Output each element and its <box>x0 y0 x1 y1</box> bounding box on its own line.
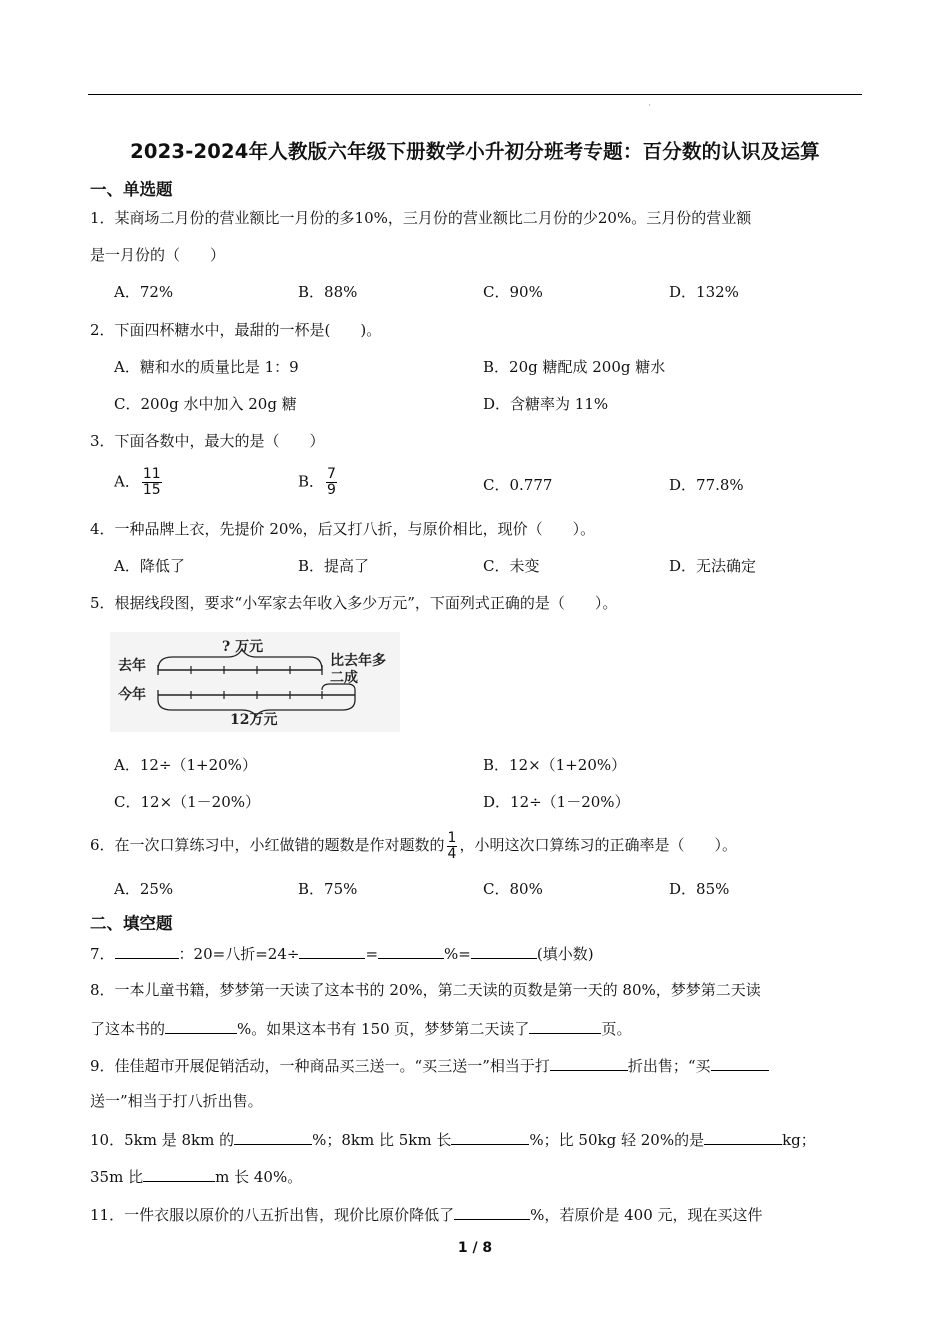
page-title: 2023-2024年人教版六年级下册数学小升初分班考专题：百分数的认识及运算 <box>130 140 820 163</box>
question-10-line-2 <box>90 1165 302 1187</box>
q3-option-b-label: B． <box>298 472 325 491</box>
q4-option-d: D．无法确定 <box>669 557 757 575</box>
q8-text-3: 页。 <box>601 1020 632 1038</box>
q7-number: 7． <box>90 945 115 963</box>
header-rule <box>88 94 862 95</box>
q10-text-6: m 长 40%。 <box>215 1168 303 1186</box>
q3-option-a <box>114 467 164 498</box>
answer-blank[interactable] <box>454 1203 530 1220</box>
question-6-line-1 <box>90 828 737 862</box>
question-4-line-1: 4．一种品牌上衣，先提价 20%，后又打八折，与原价相比，现价（ ）。 <box>90 520 596 538</box>
answer-blank[interactable] <box>711 1054 769 1071</box>
diagram-label-this-year: 今年 <box>118 687 146 703</box>
q11-text-1: 11．一件衣服以原价的八五折出售，现价比原价降低了 <box>90 1206 455 1224</box>
question-7 <box>90 942 594 964</box>
answer-blank[interactable] <box>299 942 365 959</box>
q1-option-b: B．88% <box>298 283 358 301</box>
q10-text-2: %；8km 比 5km 长 <box>312 1131 452 1149</box>
question-1-line-2: 是一月份的（ ） <box>90 246 226 264</box>
section-heading-text: 二、填空题 <box>90 914 173 933</box>
fraction-denominator: 9 <box>327 482 336 498</box>
answer-blank[interactable] <box>550 1054 628 1071</box>
question-10-line-1 <box>90 1128 816 1150</box>
q6-text-before: 6．在一次口算练习中，小红做错的题数是作对题数的 <box>90 836 445 854</box>
question-5-line-1: 5．根据线段图，要求“小军家去年收入多少万元”，下面列式正确的是（ ）。 <box>90 594 618 612</box>
fraction-denominator: 4 <box>447 845 457 862</box>
diagram-label-last-year: 去年 <box>118 658 146 674</box>
q6-option-a: A．25% <box>114 880 174 898</box>
q11-text-2: %，若原价是 400 元，现在买这件 <box>530 1206 763 1224</box>
q3-option-d: D．77.8% <box>669 476 744 494</box>
q3-option-a-fraction <box>142 467 162 498</box>
q10-text-1: 10．5km 是 8km 的 <box>90 1131 235 1149</box>
q5-option-b: B．12×（1+20%） <box>483 756 627 774</box>
fraction-denominator: 15 <box>142 482 161 498</box>
q6-text-after: ，小明这次口算练习的正确率是（ ）。 <box>459 836 737 854</box>
fraction-numerator: 1 <box>447 829 457 846</box>
section-heading-single-choice: 一、单选题 <box>90 180 173 199</box>
q10-text-5: 35m 比 <box>90 1168 144 1186</box>
q2-option-b: B．20g 糖配成 200g 糖水 <box>483 358 666 376</box>
question-1-line-1: 1．某商场二月份的营业额比一月份的多10%，三月份的营业额比二月份的少20%。三月份的营业额 <box>90 209 752 227</box>
q9-text-1: 9．佳佳超市开展促销活动，一种商品买三送一。“买三送一”相当于打 <box>90 1057 550 1075</box>
diagram-label-top: ? 万元 <box>222 639 264 655</box>
q6-option-b: B．75% <box>298 880 358 898</box>
answer-blank[interactable] <box>471 942 537 959</box>
q6-option-c: C．80% <box>483 880 543 898</box>
q6-fraction <box>447 831 458 862</box>
q4-option-a: A．降低了 <box>114 557 185 575</box>
header-mark: ' <box>649 104 651 111</box>
q6-option-d: D．85% <box>669 880 730 898</box>
q1-option-a: A．72% <box>114 283 174 301</box>
q4-option-b: B．提高了 <box>298 557 370 575</box>
answer-blank[interactable] <box>529 1017 601 1034</box>
q7-text-3: %= <box>444 945 471 963</box>
question-3-line-1: 3．下面各数中，最大的是（ ） <box>90 432 325 450</box>
section-heading-fill-blank <box>90 910 173 934</box>
q7-text-4: (填小数) <box>536 945 594 963</box>
diagram-label-right-2: 二成 <box>330 670 358 686</box>
answer-blank[interactable] <box>451 1128 529 1145</box>
q4-option-c: C．未变 <box>483 557 540 575</box>
q5-option-a: A．12÷（1+20%） <box>114 756 257 774</box>
line-segment-diagram <box>110 632 400 732</box>
q3-option-b-fraction <box>326 467 337 498</box>
q10-text-4: kg； <box>782 1131 816 1149</box>
answer-blank[interactable] <box>115 942 179 959</box>
q2-option-a: A．糖和水的质量比是 1：9 <box>114 358 299 376</box>
diagram-label-bottom: 12万元 <box>230 712 278 728</box>
q7-text-2: = <box>365 945 379 963</box>
q3-option-b <box>298 467 339 498</box>
page-number: 1 / 8 <box>457 1240 493 1256</box>
diagram-label-right-1: 比去年多 <box>330 653 386 669</box>
q2-option-d: D．含糖率为 11% <box>483 395 609 413</box>
q7-text-1: ：20=八折=24÷ <box>178 945 300 963</box>
q5-option-d: D．12÷（1－20%） <box>483 793 630 811</box>
question-8-line-1: 8．一本儿童书籍，梦梦第一天读了这本书的 20%，第二天读的页数是第一天的 80%，梦梦第二天读 <box>90 981 761 999</box>
answer-blank[interactable] <box>165 1017 237 1034</box>
q1-option-c: C．90% <box>483 283 543 301</box>
q2-option-c: C．200g 水中加入 20g 糖 <box>114 395 297 413</box>
q8-text-2: %。如果这本书有 150 页，梦梦第二天读了 <box>237 1020 530 1038</box>
q9-text-2: 折出售；“买 <box>627 1057 711 1075</box>
q8-text-1: 了这本书的 <box>90 1020 166 1038</box>
q5-option-c: C．12×（1－20%） <box>114 793 261 811</box>
question-11-line-1 <box>90 1203 763 1225</box>
answer-blank[interactable] <box>378 942 444 959</box>
question-8-line-2 <box>90 1017 631 1039</box>
q3-option-a-label: A． <box>114 472 140 491</box>
fraction-numerator: 7 <box>327 466 336 482</box>
answer-blank[interactable] <box>234 1128 312 1145</box>
question-2-line-1: 2．下面四杯糖水中，最甜的一杯是( )。 <box>90 321 382 339</box>
question-9-line-1 <box>90 1054 769 1076</box>
answer-blank[interactable] <box>704 1128 782 1145</box>
q1-option-d: D．132% <box>669 283 739 301</box>
answer-blank[interactable] <box>143 1165 215 1182</box>
fraction-numerator: 11 <box>142 466 161 482</box>
q3-option-c: C．0.777 <box>483 476 553 494</box>
question-9-line-2: 送一”相当于打八折出售。 <box>90 1092 263 1110</box>
q10-text-3: %；比 50kg 轻 20%的是 <box>529 1131 705 1149</box>
